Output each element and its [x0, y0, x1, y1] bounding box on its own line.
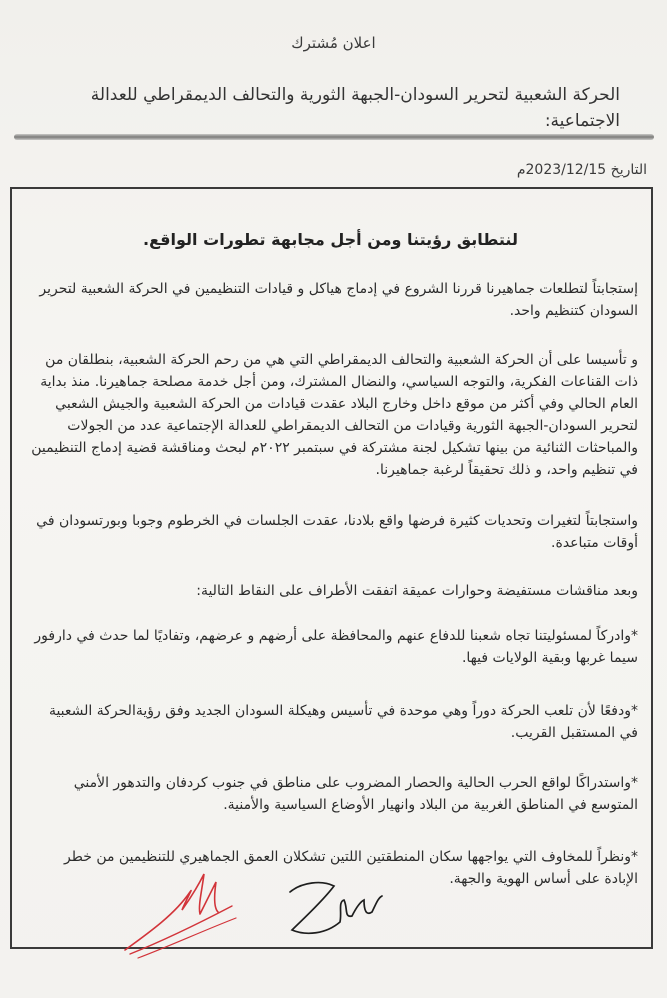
red-signature: [120, 862, 240, 962]
paragraph-1: إستجابتاً لتطلعات جماهيرنا قررنا الشروع في إدماج هياكل و قيادات التنظيمين في الحركة الشعبية لتحرير السودان كتنظيم واحد.: [39, 281, 638, 319]
date-label: التاريخ: [610, 162, 647, 178]
announcement-title: اعلان مُشترك: [291, 34, 376, 52]
point-1: *وادركاً لمسئوليتنا تجاه شعبنا للدفاع عنهم والمحافظة على أرضهم و عرضهم، وتفاديًا لما حدث في دارفور سيما غربها وبقية الولايات فيها.: [34, 628, 638, 666]
header-divider: [14, 134, 654, 140]
paragraph-2: و تأسيسا على أن الحركة الشعبية والتحالف الديمقراطي التي هي من رحم الحركة الشعبية، بنطلقان من ذات القناعات الفكرية، والتوجه السياسي، والنضال المشترك، ومن أجل خدمة مصلحة جماهيرنا. منذ بداية العام الحالي وفي أكثر من موقع داخل وخارج البلاد عقدت قيادات من الحركة الشعبية والجيش الشعبي لتحرير السودان-الجبهة الثورية وقيادات من التحالف الديمقراطي للعدالة الإجتماعية عدد من الجولات والمباحثات الثنائية من بينها تشكيل لجنة مشتركة في سبتمبر ٢٠٢٢م لبحث ومناقشة قضية إدماج التنظيمين في تنظيم واحد، و ذلك تحقيقاً لرغبة جماهيرنا.: [31, 352, 638, 478]
date-value: 2023/12/15م: [516, 162, 607, 178]
black-signature: [282, 872, 392, 952]
point-4: *ونظراً للمخاوف التي يواجهها سكان المنطقتين اللتين تشكلان العمق الجماهيري للتنظيمين من خطر الإبادة على أساس الهوية والجهة.: [64, 849, 638, 887]
organizations-line: الحركة الشعبية لتحرير السودان-الجبهة الثورية والتحالف الديمقراطي للعدالة الاجتماعية:: [90, 85, 620, 131]
point-2: *ودفعًا لأن تلعب الحركة دوراً وهي موحدة في تأسيس وهيكلة السودان الجديد وفق رؤيةالحركة الشعبية في المستقبل القريب.: [48, 703, 638, 741]
point-3: *واستدراكًا لواقع الحرب الحالية والحصار المضروب على مناطق في جنوب كردفان والتدهور الأمني المتوسع في المناطق الغربية من البلاد وانهيار الأوضاع السياسية والأمنية.: [73, 775, 638, 813]
paragraph-3: واستجابتاً لتغيرات وتحديات كثيرة فرضها واقع بلادنا، عقدت الجلسات في الخرطوم وجوبا وبورتسودان في أوقات متباعدة.: [36, 513, 638, 551]
date-line: [517, 162, 647, 178]
document-heading: لنتطابق رؤيتنا ومن أجل مجابهة تطورات الواقع.: [143, 230, 518, 249]
paragraph-4: وبعد مناقشات مستفيضة وحوارات عميقة اتفقت الأطراف على النقاط التالية:: [196, 583, 638, 599]
